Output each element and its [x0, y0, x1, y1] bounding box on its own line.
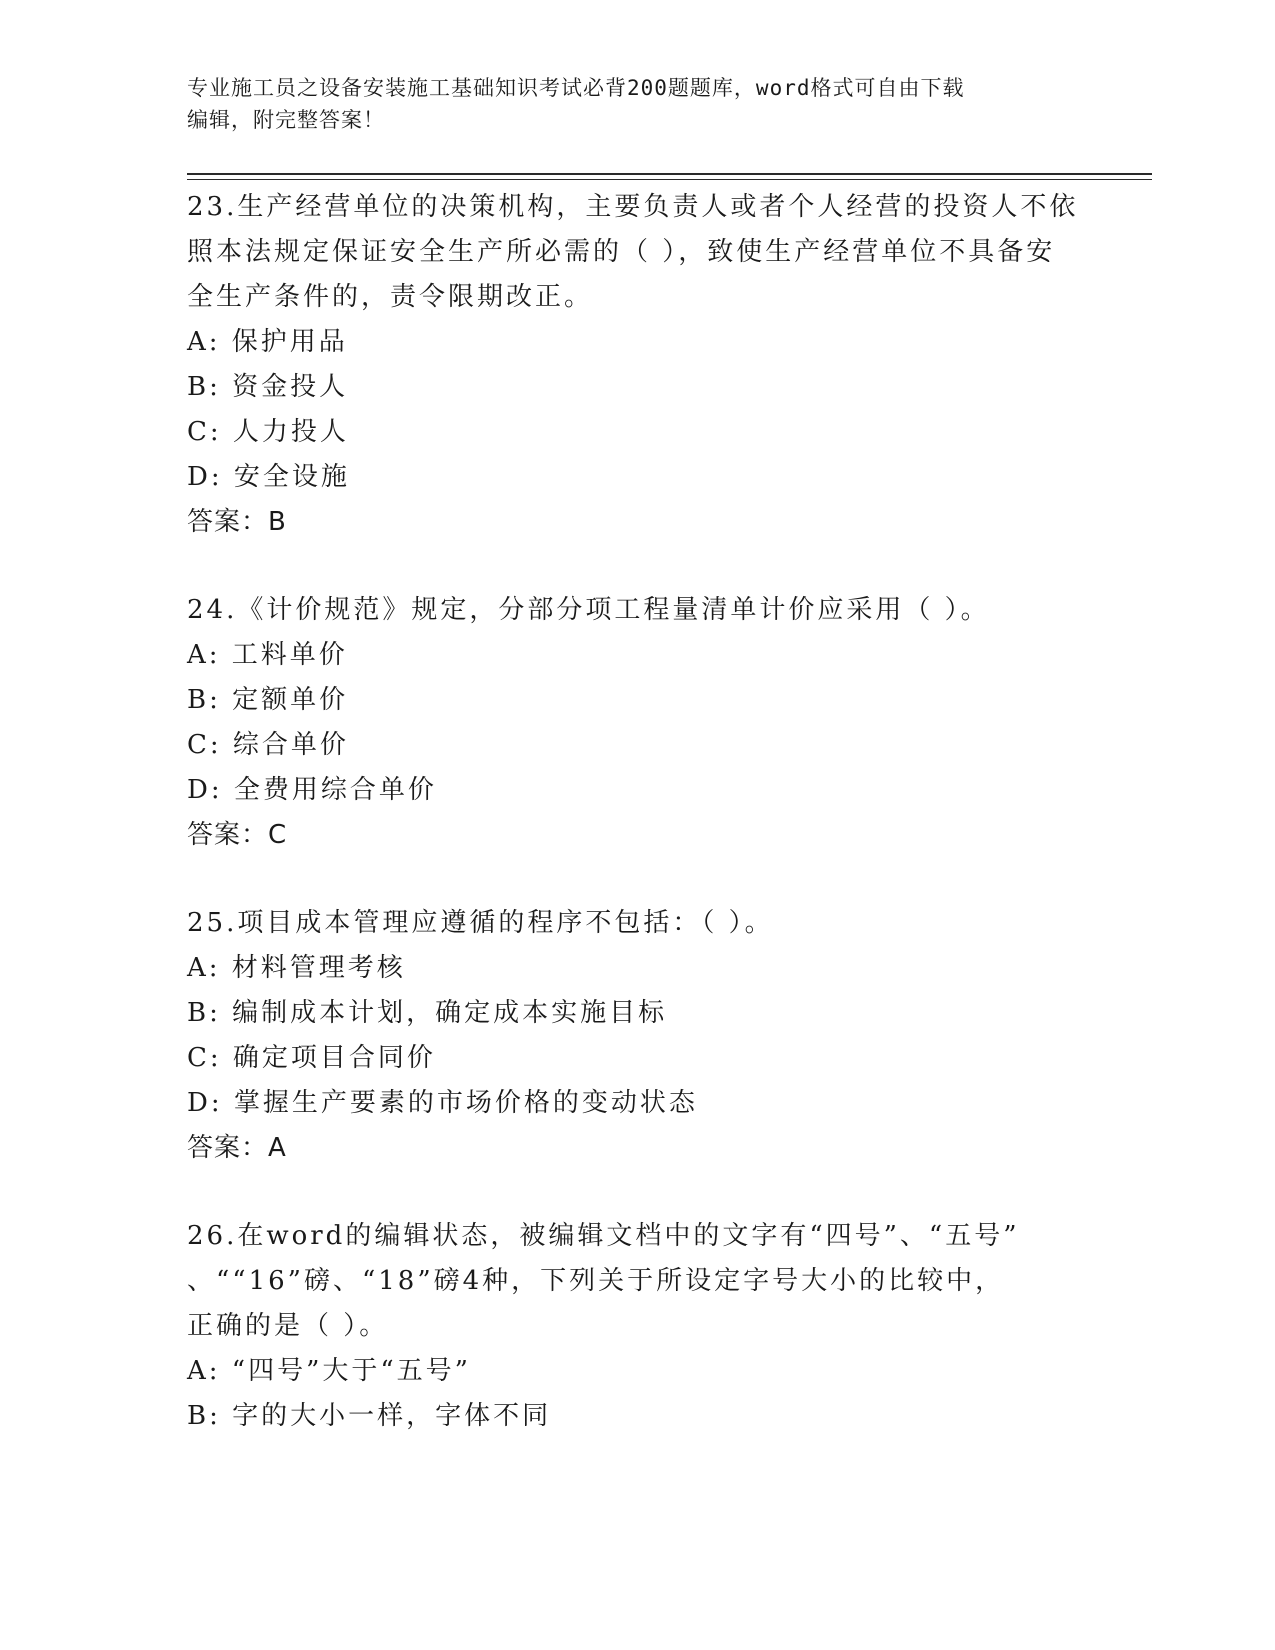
- question-stem-line: 、““16”磅、“18”磅4种，下列关于所设定字号大小的比较中，: [187, 1266, 1005, 1296]
- option-a: A: 工料单价: [187, 640, 348, 670]
- question-23: [187, 185, 1087, 545]
- header-line-1: 专业施工员之设备安装施工基础知识考试必背200题题库，word格式可自由下载: [187, 76, 965, 100]
- option-b: B: 编制成本计划，确定成本实施目标: [187, 998, 668, 1028]
- option-d: D: 掌握生产要素的市场价格的变动状态: [187, 1088, 698, 1118]
- answer-line: 答案：A: [187, 1133, 287, 1163]
- question-26: [187, 1214, 1087, 1439]
- question-24: [187, 588, 1087, 858]
- header-divider-thin: [187, 179, 1152, 180]
- option-c: C: 人力投人: [187, 417, 349, 447]
- option-b: B: 资金投人: [187, 372, 349, 402]
- question-25: [187, 901, 1087, 1171]
- option-b: B: 定额单价: [187, 685, 349, 715]
- option-a: A: “四号”大于“五号”: [187, 1356, 471, 1386]
- header-line-2: 编辑，附完整答案！: [187, 108, 385, 132]
- question-stem-line: 24.《计价规范》规定，分部分项工程量清单计价应采用（ ）。: [187, 595, 990, 625]
- question-spacer: [187, 545, 1087, 588]
- question-stem-line: 正确的是（ ）。: [187, 1311, 389, 1341]
- document-header: [187, 72, 1067, 136]
- answer-line: 答案：B: [187, 507, 287, 537]
- question-stem-line: 全生产条件的，责令限期改正。: [187, 282, 594, 312]
- header-divider-thick: [187, 173, 1152, 175]
- question-stem-line: 23.生产经营单位的决策机构，主要负责人或者个人经营的投资人不依: [187, 192, 1079, 222]
- option-a: A: 保护用品: [187, 327, 348, 357]
- option-a: A: 材料管理考核: [187, 953, 406, 983]
- option-d: D: 安全设施: [187, 462, 350, 492]
- option-c: C: 综合单价: [187, 730, 349, 760]
- question-spacer: [187, 1171, 1087, 1214]
- answer-line: 答案：C: [187, 820, 288, 850]
- question-stem-line: 25.项目成本管理应遵循的程序不包括：（ ）。: [187, 908, 774, 938]
- option-b: B: 字的大小一样，字体不同: [187, 1401, 552, 1431]
- question-list: [187, 185, 1087, 1439]
- option-d: D: 全费用综合单价: [187, 775, 437, 805]
- question-stem-line: 26.在word的编辑状态，被编辑文档中的文字有“四号”、“五号”: [187, 1221, 1020, 1251]
- question-spacer: [187, 858, 1087, 901]
- option-c: C: 确定项目合同价: [187, 1043, 436, 1073]
- question-stem-line: 照本法规定保证安全生产所必需的（ ），致使生产经营单位不具备安: [187, 237, 1056, 267]
